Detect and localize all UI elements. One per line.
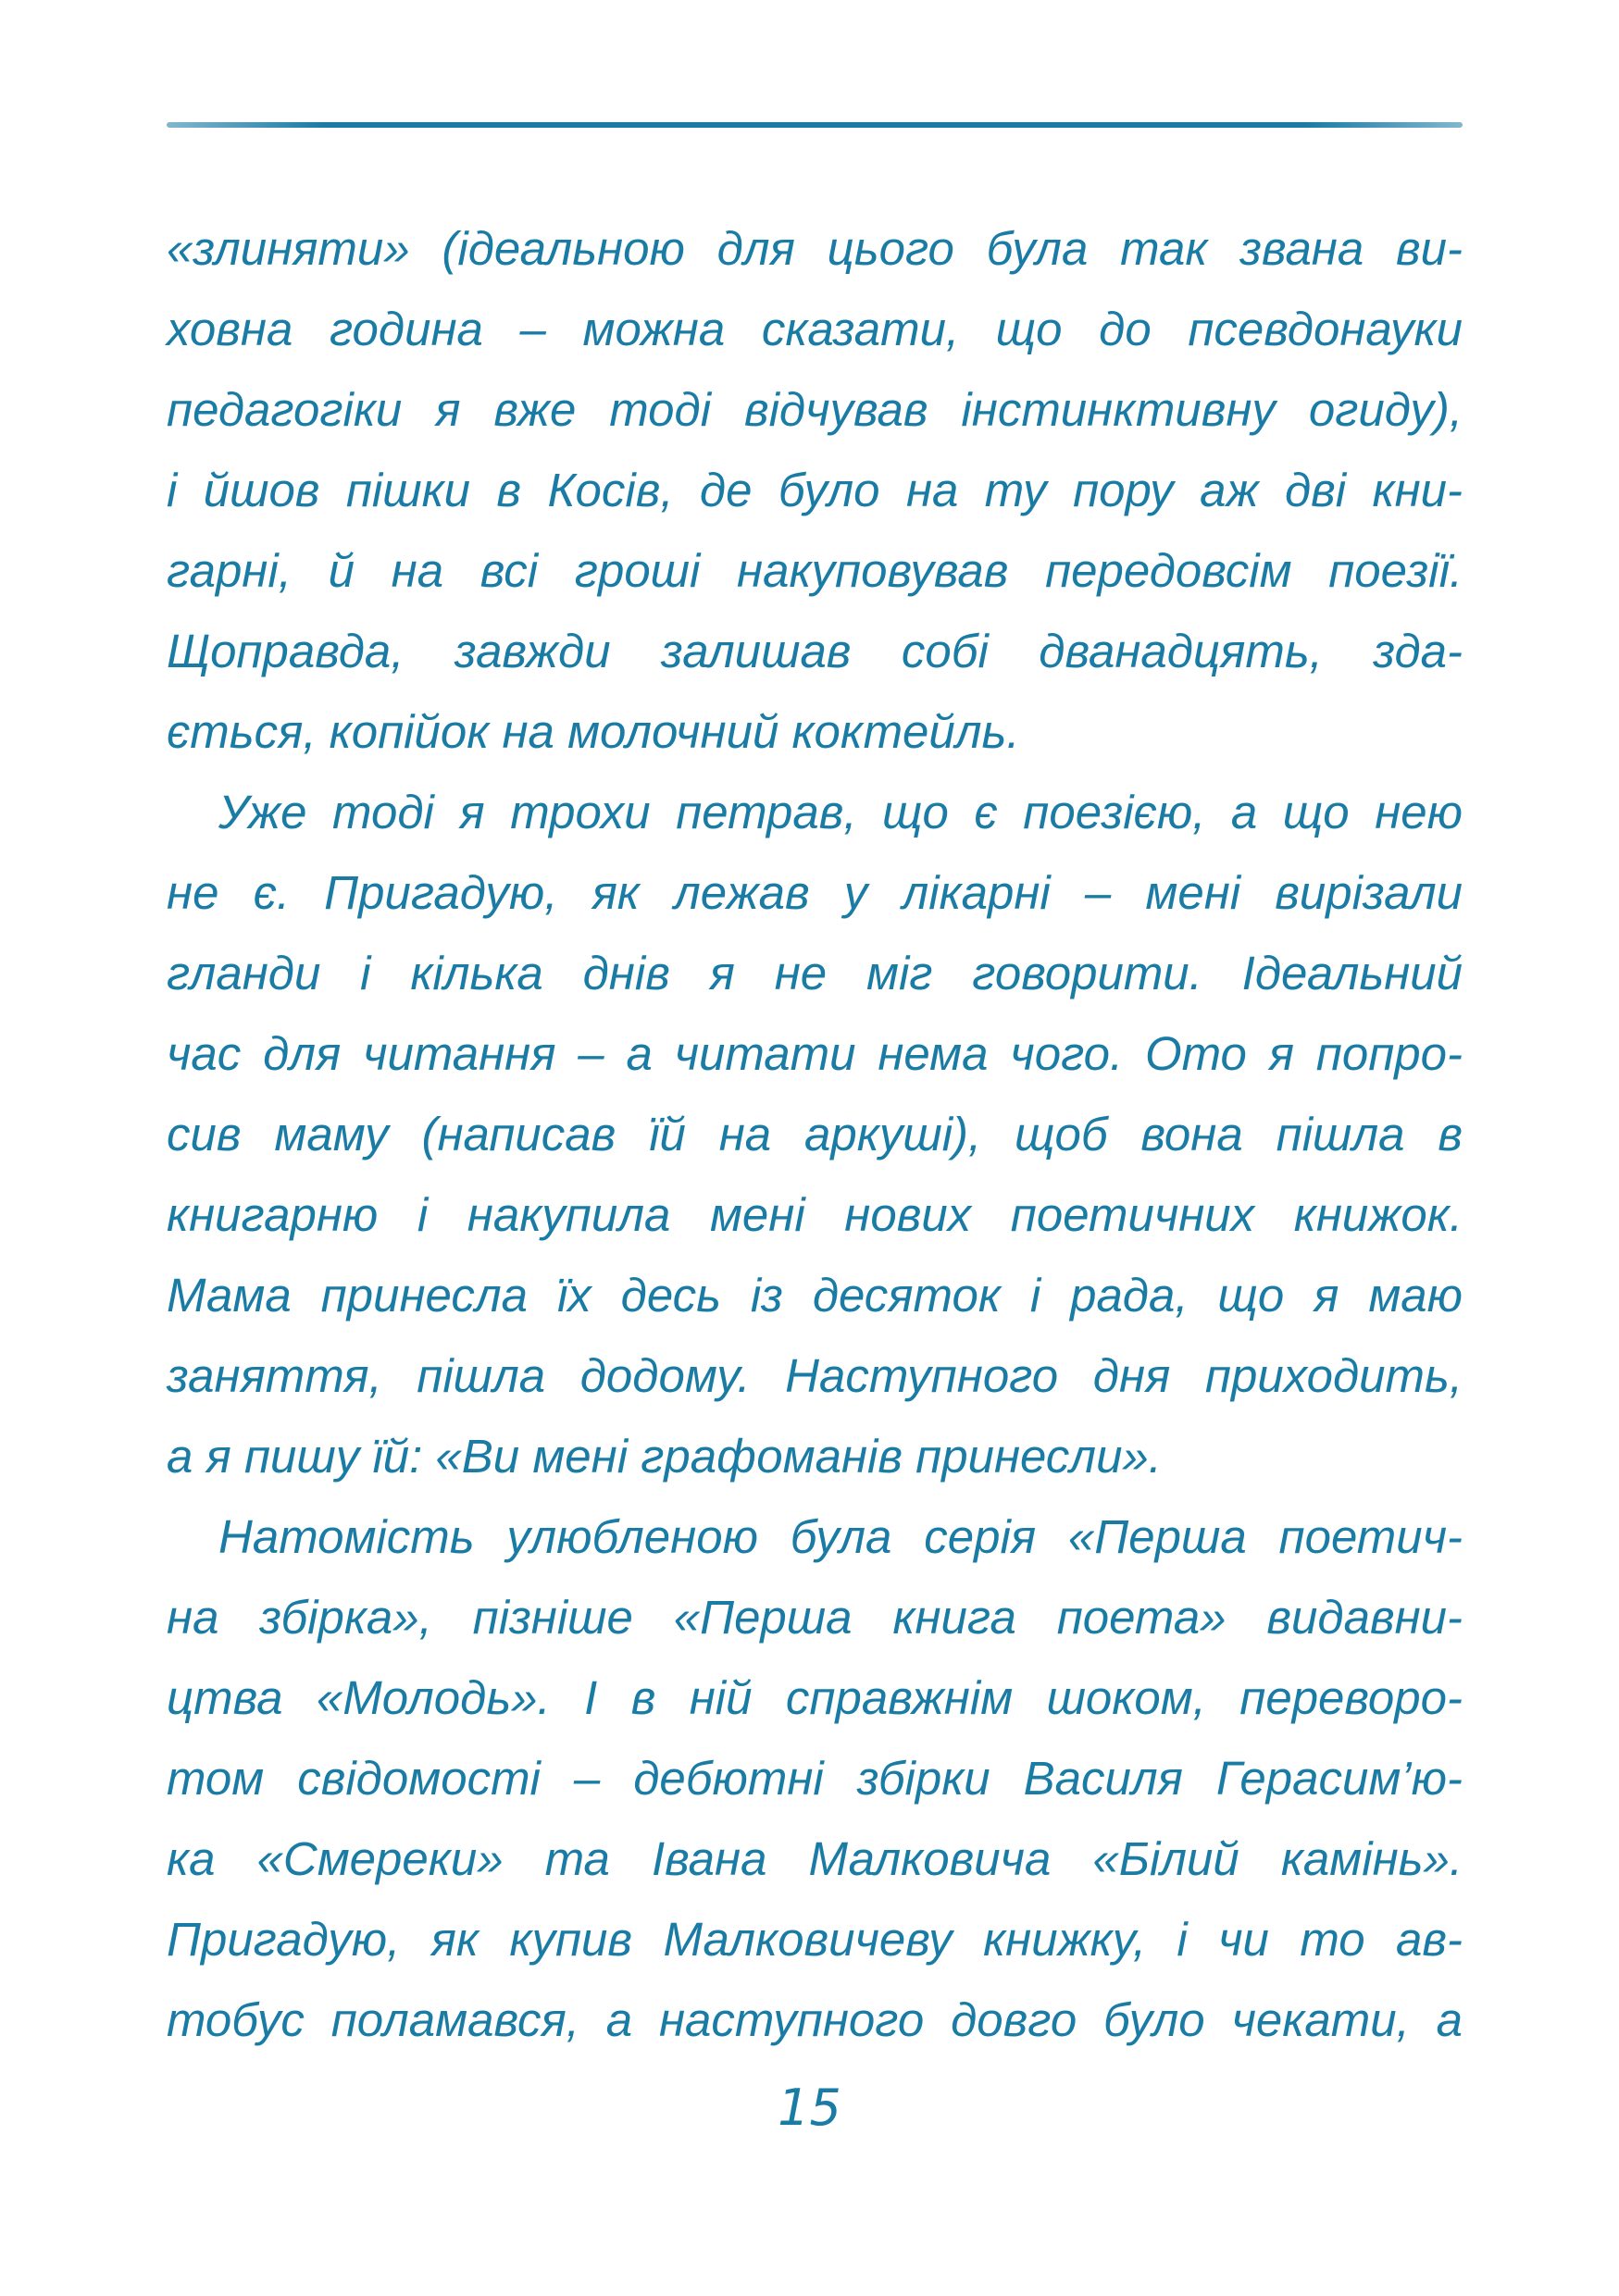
header-rule: [167, 122, 1463, 128]
text-line: сив маму (написав їй на аркуші), щоб вона пішла в: [167, 1108, 1463, 1160]
text-line: Пригадую, як купив Малковичеву книжку, і чи то ав-: [167, 1913, 1463, 1966]
text-line: а я пишу їй: «Ви мені графоманів принесли».: [167, 1430, 1162, 1483]
text-line: тобус поламався, а наступного довго було чекати, а: [167, 1993, 1463, 2046]
text-line: гарні, й на всі гроші накуповував передовсім поезії.: [167, 544, 1463, 597]
text-line: не є. Пригадую, як лежав у лікарні – мені вирізали: [167, 866, 1463, 919]
text-line: Щоправда, завжди залишав собі дванадцять, зда-: [167, 625, 1463, 677]
text-line: ка «Смереки» та Івана Малковича «Білий камінь».: [167, 1832, 1463, 1885]
text-line: Мама принесла їх десь із десяток і рада, що я маю: [167, 1269, 1463, 1322]
text-line: ється, копійок на молочний коктейль.: [167, 705, 1020, 758]
text-line: ховна година – можна сказати, що до псевдонауки: [167, 303, 1463, 355]
text-line: книгарню і накупила мені нових поетичних книжок.: [167, 1188, 1463, 1241]
body-text: [167, 208, 1463, 2060]
text-line: Уже тоді я трохи петрав, що є поезією, а що нею: [218, 786, 1463, 838]
text-line: Натомість улюбленою була серія «Перша поетич-: [218, 1510, 1463, 1563]
text-line: заняття, пішла додому. Наступного дня приходить,: [167, 1349, 1463, 1402]
text-line: гланди і кілька днів я не міг говорити. Ідеальний: [167, 947, 1463, 999]
page-number: 15: [778, 2079, 841, 2137]
text-line: на збірка», пізніше «Перша книга поета» видавни-: [167, 1591, 1463, 1644]
text-line: час для читання – а читати нема чого. Ото я попро-: [167, 1027, 1463, 1080]
text-line: і йшов пішки в Косів, де було на ту пору аж дві кни-: [167, 464, 1463, 516]
text-line: цтва «Молодь». І в ній справжнім шоком, переворо-: [167, 1671, 1463, 1724]
text-line: «злиняти» (ідеальною для цього була так звана ви-: [167, 222, 1463, 275]
text-line: педагогіки я вже тоді відчував інстинктивну огиду),: [167, 383, 1463, 436]
text-line: том свідомості – дебютні збірки Василя Герасим’ю-: [167, 1752, 1463, 1805]
